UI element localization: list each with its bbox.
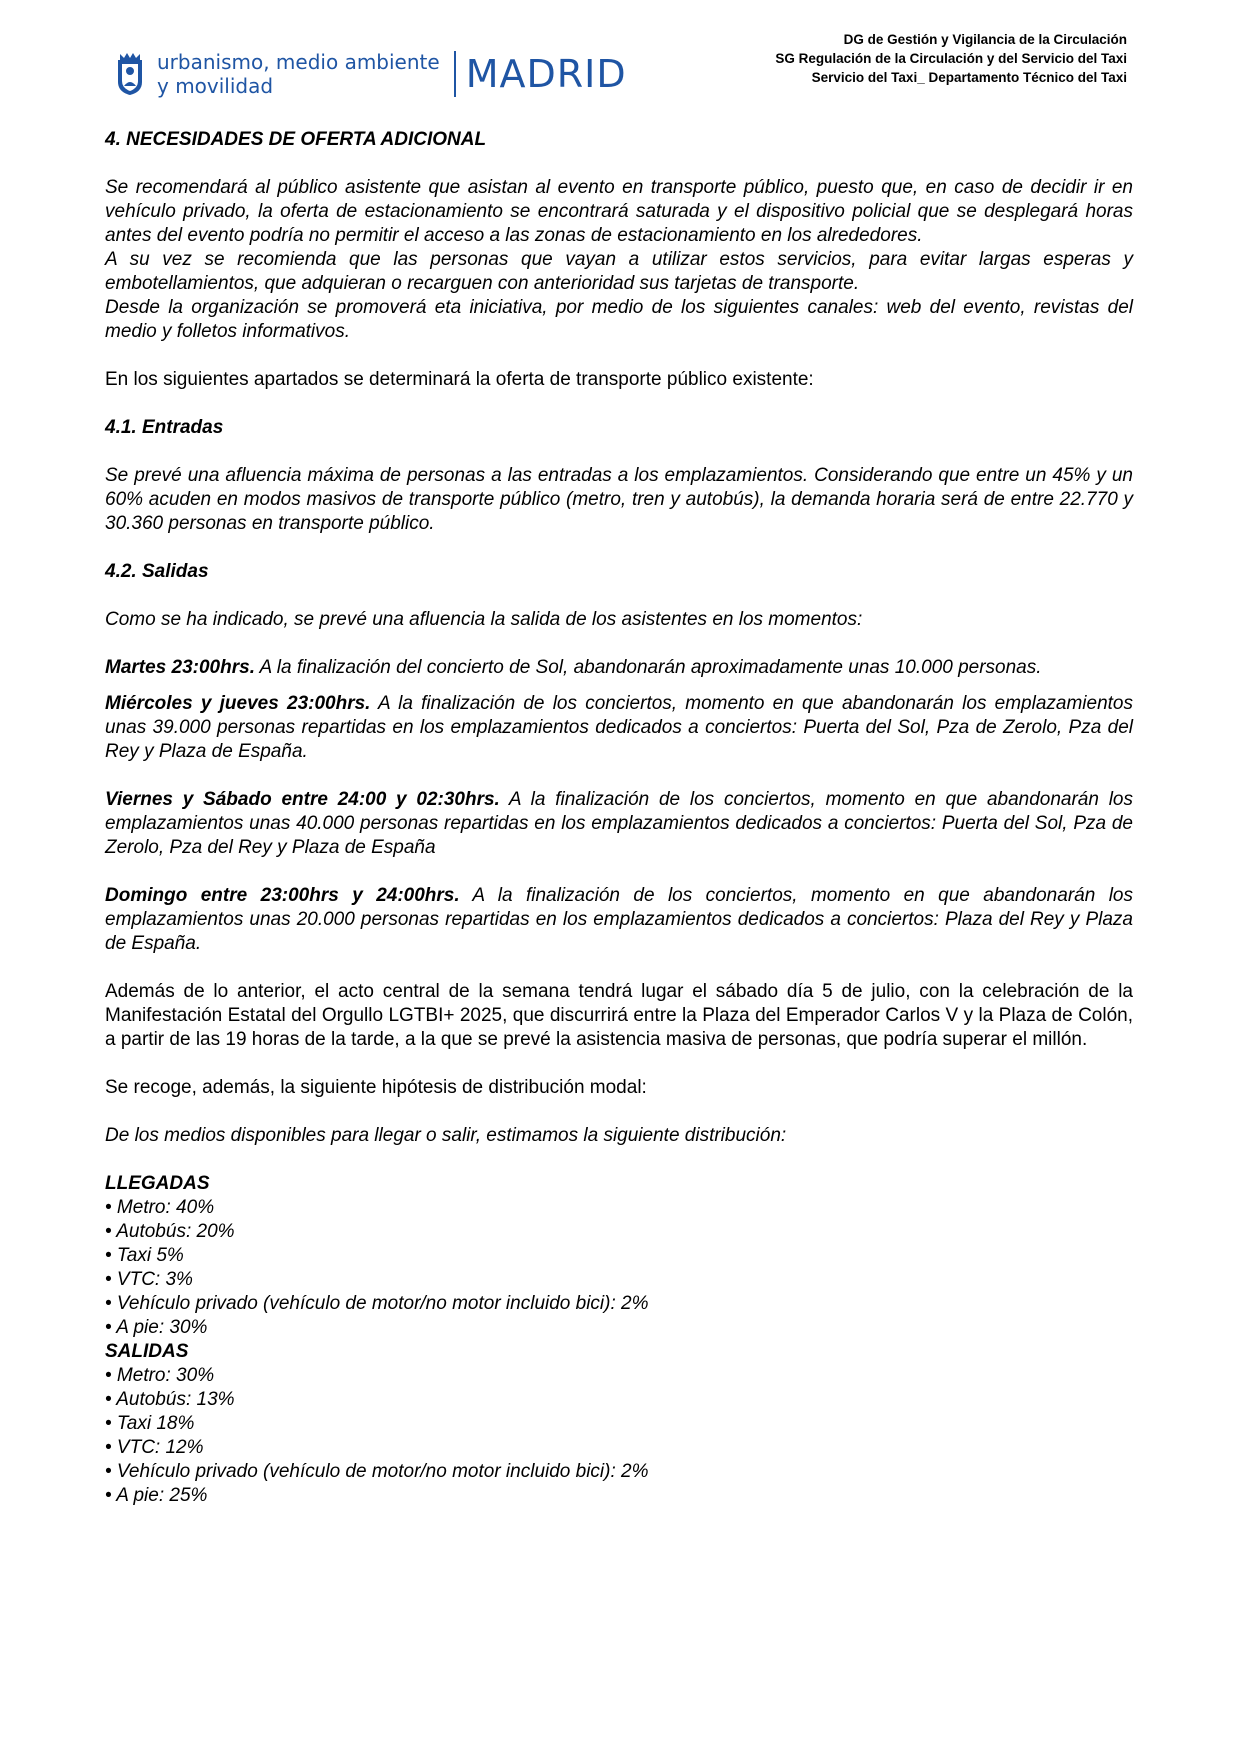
department-name-line1: urbanismo, medio ambiente [157, 50, 440, 74]
dept-line-3: Servicio del Taxi_ Departamento Técnico del Taxi [811, 70, 1127, 85]
subsection-title-salidas: 4.2. Salidas [105, 561, 209, 582]
exit-text: A la finalización de los conciertos, momento en que abandonarán los emplazamientos unas 20.000 personas repartidas en los emplazamientos dedicados a conciertos: Plaza del Rey y Plaza de España. [105, 885, 1133, 954]
exit-label: Viernes y Sábado entre 24:00 y 02:30hrs. [105, 789, 500, 810]
department-name-line2: y movilidad [157, 74, 274, 98]
modal-intro: Se recoge, además, la siguiente hipótesis de distribución modal: [105, 1077, 647, 1098]
list-item: • Autobús: 13% [105, 1389, 235, 1410]
logo-divider [454, 51, 456, 97]
exit-label: Martes 23:00hrs. [105, 657, 255, 678]
section-title: 4. NECESIDADES DE OFERTA ADICIONAL [105, 129, 487, 150]
department-header [775, 30, 1127, 87]
exit-label: Miércoles y jueves 23:00hrs. [105, 693, 371, 714]
departures-title: SALIDAS [105, 1341, 189, 1362]
exit-item [105, 788, 1133, 860]
exit-item [105, 692, 1133, 764]
list-item: • A pie: 30% [105, 1317, 208, 1338]
exit-item [105, 884, 1133, 956]
dept-line-2: SG Regulación de la Circulación y del Servicio del Taxi [775, 51, 1127, 66]
exit-text: A la finalización del concierto de Sol, abandonarán aproximadamente unas 10.000 personas. [254, 657, 1042, 678]
list-item: • Metro: 40% [105, 1197, 215, 1218]
list-item: • Metro: 30% [105, 1365, 215, 1386]
exit-text: A la finalización de los conciertos, momento en que abandonarán los emplazamientos unas 39.000 personas repartidas en los emplazamientos dedicados a conciertos: Puerta del Sol, Pza de Zerolo, Pza del Rey y Plaza de España. [105, 693, 1133, 762]
exit-label: Domingo entre 23:00hrs y 24:00hrs. [105, 885, 460, 906]
list-item: • VTC: 12% [105, 1437, 204, 1458]
intro-paragraph-3: Desde la organización se promoverá eta iniciativa, por medio de los siguientes canales: web del evento, revistas del medio y folletos informativos. [105, 297, 1133, 342]
exit-item [105, 656, 1133, 680]
exit-text: A la finalización de los conciertos, momento en que abandonarán los emplazamientos unas 40.000 personas repartidas en los emplazamientos dedicados a conciertos: Puerta del Sol, Pza de Zerolo, Pza del Rey y Plaza de España [105, 789, 1134, 858]
list-item: • Vehículo privado (vehículo de motor/no motor incluido bici): 2% [105, 1293, 649, 1314]
entradas-paragraph: Se prevé una afluencia máxima de personas a las entradas a los emplazamientos. Considerando que entre un 45% y un 60% acuden en modos masivos de transporte público (metro, tren y autobús), la demanda horaria será de entre 22.770 y 30.360 personas en transporte público. [105, 465, 1133, 534]
list-item: • Vehículo privado (vehículo de motor/no motor incluido bici): 2% [105, 1461, 649, 1482]
madrid-crest-icon [115, 52, 145, 96]
list-item: • VTC: 3% [105, 1269, 193, 1290]
list-item: • Autobús: 20% [105, 1221, 235, 1242]
department-name [157, 50, 440, 98]
offer-intro: En los siguientes apartados se determinará la oferta de transporte público existente: [105, 369, 814, 390]
madrid-logo [115, 50, 627, 98]
list-item: • Taxi 5% [105, 1245, 184, 1266]
intro-paragraph-2: A su vez se recomienda que las personas que vayan a utilizar estos servicios, para evitar largas esperas y embotellamientos, que adquieran o recarguen con anterioridad sus tarjetas de transporte. [105, 249, 1133, 294]
document-body [105, 128, 1133, 1508]
dept-line-1: DG de Gestión y Vigilancia de la Circulación [843, 32, 1127, 47]
subsection-title-entradas: 4.1. Entradas [105, 417, 224, 438]
city-wordmark: MADRID [465, 52, 627, 96]
distribution-intro: De los medios disponibles para llegar o salir, estimamos la siguiente distribución: [105, 1125, 787, 1146]
central-act-paragraph: Además de lo anterior, el acto central de la semana tendrá lugar el sábado día 5 de julio, con la celebración de la Manifestación Estatal del Orgullo LGTBI+ 2025, que discurrirá entre la Plaza del Emperador Carlos V y la Plaza de Colón, a partir de las 19 horas de la tarde, a la que se prevé la asistencia masiva de personas, que podría superar el millón. [105, 981, 1133, 1050]
list-item: • A pie: 25% [105, 1485, 208, 1506]
list-item: • Taxi 18% [105, 1413, 195, 1434]
intro-paragraph-1: Se recomendará al público asistente que asistan al evento en transporte público, puesto que, en caso de decidir ir en vehículo privado, la oferta de estacionamiento se encontrará saturada y el dispositivo policial que se desplegará horas antes del evento podría no permitir el acceso a las zonas de estacionamiento en los alrededores. [105, 177, 1133, 246]
arrivals-title: LLEGADAS [105, 1173, 210, 1194]
salidas-intro: Como se ha indicado, se prevé una afluencia la salida de los asistentes en los momentos: [105, 609, 863, 630]
